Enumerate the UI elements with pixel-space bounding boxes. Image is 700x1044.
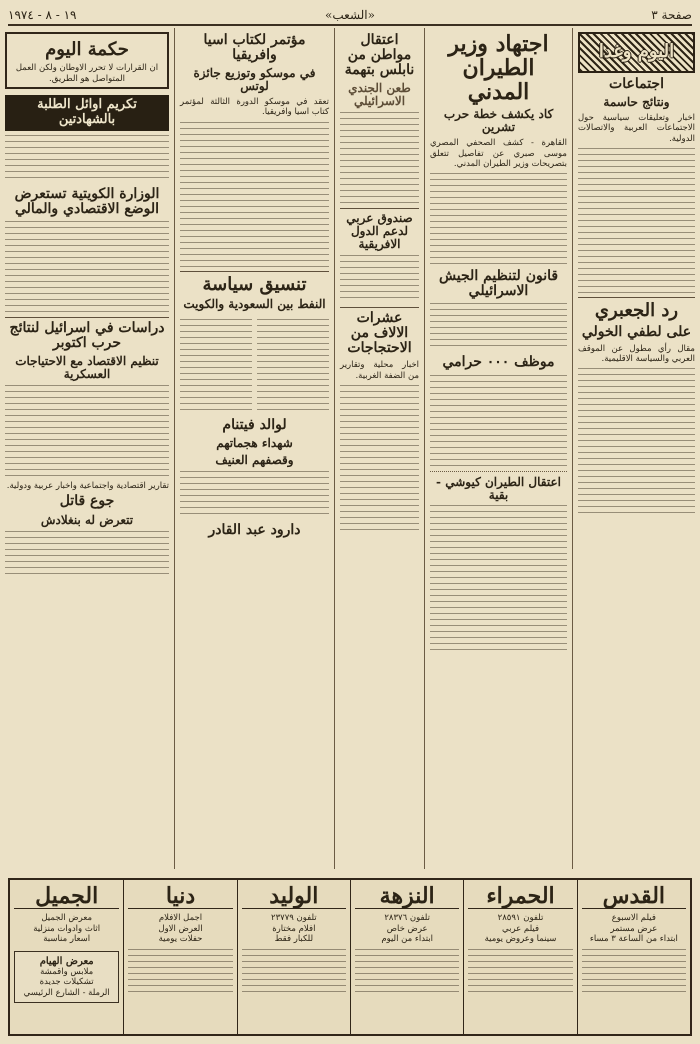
headline-attacks: شهداء هجماتهم xyxy=(216,436,293,451)
headline-reply: رد الجعبري xyxy=(594,300,679,322)
newspaper-name: «الشعب» xyxy=(325,8,375,22)
section-label: تكريم اوائل الطلبة بالشهادتين xyxy=(5,95,169,131)
ad-line: ابتداء من الساعة ٣ مساء xyxy=(589,934,678,945)
subheadline-oil: النفط بين السعودية والكويت xyxy=(183,297,326,312)
article-text-lines xyxy=(180,319,252,411)
ad-text-lines xyxy=(128,949,232,997)
ad-line: عرض خاص xyxy=(386,923,428,934)
ad-line: عرض مستمر xyxy=(610,923,658,934)
ad-text-lines xyxy=(355,949,459,997)
article-text-lines xyxy=(430,505,567,650)
store-ad-jamil xyxy=(10,880,123,1034)
headline-army-law: قانون لتنظيم الجيش الاسرائيلي xyxy=(438,268,559,300)
article-text-lines xyxy=(5,531,169,579)
ad-line: اجمل الافلام xyxy=(158,913,203,924)
ad-line: للكبار فقط xyxy=(274,934,314,945)
article-text-lines xyxy=(430,173,567,265)
subheadline-bangladesh: تتعرض له بنغلادش xyxy=(40,512,134,527)
divider xyxy=(180,271,329,272)
headline-israel-studies: دراسات في اسرائيل لنتائج حرب اكتوبر xyxy=(9,320,165,352)
divider xyxy=(578,297,695,298)
quote-box-title: حكمة اليوم xyxy=(45,39,129,60)
headline-vietnam: لوالد فيتنام xyxy=(222,417,287,434)
subheadline-israel-economy: تنظيم الاقتصاد مع الاحتياجات العسكرية xyxy=(15,354,159,382)
main-subheadline: كاد يكشف خطة حرب تشرين xyxy=(443,107,554,135)
section-logo: اليوم وغدا xyxy=(578,32,695,73)
local-news-text: اخبار محلية وتقارير من الضفة الغربية. xyxy=(340,360,419,381)
headline-thief-employee: موظف ٠٠٠ حرامي xyxy=(442,354,555,371)
article-text-lines xyxy=(5,385,169,477)
ad-line: تلفون ٢٨٥٩١ xyxy=(497,913,544,924)
quote-box xyxy=(5,32,169,89)
ad-line: معرض الجميل xyxy=(41,913,93,924)
headline-policy-coordination: تنسيق سياسة xyxy=(202,273,307,295)
main-headline: اجتهاد وزير الطيران المدني xyxy=(448,31,549,105)
ad-text-lines xyxy=(468,949,572,997)
issue-date: ١٩ - ٨ - ١٩٧٤ xyxy=(8,8,77,22)
side-ad-line: ملابس واقمشة xyxy=(40,966,94,977)
subheadline-nablus-arrest: طعن الجندي الاسرائيلي xyxy=(348,81,411,109)
column-left-news xyxy=(0,28,174,869)
article-text-lines xyxy=(180,471,329,519)
ad-line: فيلم الاسبوع xyxy=(611,913,656,924)
ad-text-lines xyxy=(582,949,686,997)
divider xyxy=(5,317,169,318)
main-story-text: القاهرة - كشف الصحفي المصري موسى صبري عن تفاصيل تتعلق بتصريحات وزير الطيران المدني. xyxy=(430,138,567,169)
page-label: صفحة ٣ xyxy=(651,8,692,22)
article-text-lines xyxy=(5,135,169,183)
conference-text: تعقد في موسكو الدورة الثالثة لمؤتمر كتاب اسيا وافريقيا. xyxy=(180,97,329,118)
article-text-lines xyxy=(340,385,419,530)
headline-protests: عشرات الالاف من الاحتجاجات xyxy=(347,310,412,357)
headline-nablus-arrest: اعتقال مواطن من نابلس بتهمة xyxy=(344,32,415,79)
headline-name: دارود عبد القادر xyxy=(208,522,301,539)
ad-line: سينما وعروض يومية xyxy=(484,934,557,945)
opinion-summary-text: مقال رأي مطول عن الموقف العربي والسياسة الاقليمية. xyxy=(578,343,695,365)
article-text-lines xyxy=(340,255,419,303)
divider xyxy=(340,307,419,308)
headline-reply-target: على لطفي الخولي xyxy=(581,323,692,340)
column-right-news xyxy=(572,28,700,869)
ad-line: افلام مختارة xyxy=(272,923,316,934)
news-summary-text: اخبار وتعليقات سياسية حول الاجتماعات العربية والاتصالات الدولية. xyxy=(578,113,695,144)
ad-line: تلفون ٢٣٧٧٩ xyxy=(271,913,317,924)
column-narrow-news xyxy=(334,28,424,869)
headline-meetings: اجتماعات xyxy=(609,76,664,92)
cinema-ad-donia xyxy=(123,880,236,1034)
side-ad-line: الرملة - الشارع الرئيسي xyxy=(23,987,110,998)
economic-news-text: تقارير اقتصادية واجتماعية واخبار عربية ودولية. xyxy=(6,481,169,492)
divider xyxy=(340,208,419,209)
subheadline-decisive-results: ونتائج حاسمة xyxy=(603,95,670,110)
cinema-ad-hamra xyxy=(463,880,576,1034)
headline-arab-fund: صندوق عربي لدعم الدول الافريقية xyxy=(346,211,413,252)
ad-title: القدس xyxy=(582,885,686,909)
cinema-ad-quds xyxy=(577,880,690,1034)
subheadline-moscow-prize: في موسكو وتوزيع جائزة لوتس xyxy=(193,66,316,94)
article-text-lines xyxy=(578,148,695,293)
ad-title: الحمراء xyxy=(468,885,572,909)
ad-line: حفلات يومية xyxy=(158,934,203,945)
headline-writers-conference: مؤتمر لكتاب اسيا وافريقيا xyxy=(203,32,306,64)
article-text-lines xyxy=(340,112,419,204)
ad-line: العرض الاول xyxy=(158,923,203,934)
article-text-lines xyxy=(430,375,567,467)
article-text-lines xyxy=(5,221,169,313)
article-text-lines xyxy=(257,319,329,411)
side-ad-line: تشكيلات جديدة xyxy=(39,977,94,988)
masthead xyxy=(8,6,692,26)
side-ad-title: معرض الهيام xyxy=(39,955,94,967)
cinema-ad-nuzha xyxy=(350,880,463,1034)
headline-airline-arrest: اعتقال الطيران كيوشي - بقية xyxy=(436,474,561,502)
article-text-lines xyxy=(578,368,695,513)
ad-line: فيلم عربي xyxy=(502,923,540,934)
cinema-ad-walid xyxy=(237,880,350,1034)
ad-line: اسعار مناسبة xyxy=(43,934,91,945)
ad-line: اثاث وادوات منزلية xyxy=(33,923,101,934)
headline-bombing: وقصفهم العنيف xyxy=(215,453,294,468)
headline-famine: جوع قاتل xyxy=(59,493,115,510)
ad-title: دنيا xyxy=(128,885,232,909)
column-international-news xyxy=(174,28,334,869)
ad-line: تلفون ٢٨٣٧٦ xyxy=(384,913,430,924)
quote-box-text: ان القرارات لا تحرر الاوطان ولكن العمل المتواصل هو الطريق. xyxy=(15,63,159,84)
ad-title: النزهة xyxy=(355,885,459,909)
side-ad-box xyxy=(14,951,119,1004)
article-text-lines xyxy=(180,122,329,267)
ad-title: الجميل xyxy=(14,885,119,909)
dotted-divider xyxy=(430,471,567,472)
column-main-news xyxy=(424,28,572,869)
two-column-text xyxy=(180,315,329,415)
cinema-ad-strip xyxy=(8,878,692,1036)
headline-kuwait-ministry: الوزارة الكويتية تستعرض الوضع الاقتصادي والمالي xyxy=(14,185,160,217)
ad-line: ابتداء من اليوم xyxy=(381,934,434,945)
ad-text-lines xyxy=(242,949,346,997)
article-text-lines xyxy=(430,303,567,351)
ad-title: الوليد xyxy=(242,885,346,909)
